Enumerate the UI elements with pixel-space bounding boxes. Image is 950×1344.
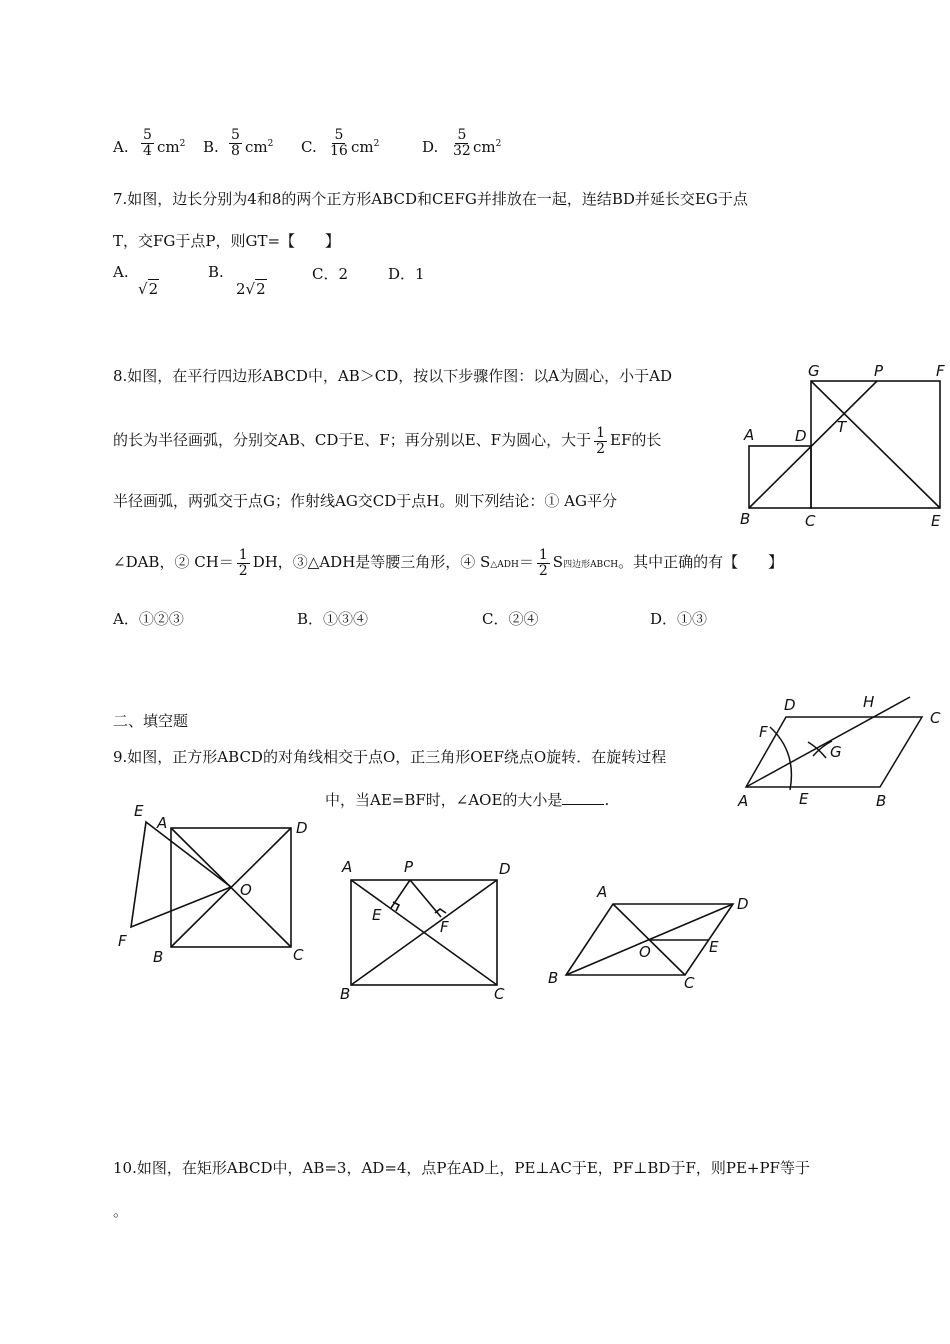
- q8-option-a: A．①②③: [113, 610, 184, 628]
- label-b5: B: [548, 969, 559, 987]
- q7-option-c: C．2: [312, 265, 349, 283]
- label-b3: B: [153, 948, 164, 966]
- q7-option-d: D．1: [388, 265, 425, 283]
- q6-option-d-fraction: $\frac{5}{32}$: [453, 127, 471, 159]
- q7-option-b: B.: [208, 263, 224, 281]
- label-t: T: [837, 418, 847, 436]
- q7-option-a: A.: [113, 263, 129, 281]
- label-e4: E: [372, 906, 382, 924]
- label-f4: F: [440, 918, 449, 936]
- label-d3: D: [296, 819, 308, 837]
- q8-option-c: C．②④: [482, 610, 539, 628]
- label-e: E: [931, 512, 941, 530]
- q9-line1: 9.如图，正方形ABCD的对角线相交于点O，正三角形OEF绕点O旋转．在旋转过程: [113, 748, 667, 766]
- q6-option-b: B.: [203, 138, 219, 156]
- label-e3: E: [134, 802, 144, 820]
- label-o3: O: [240, 881, 252, 899]
- label-h: H: [863, 693, 875, 711]
- label-c2: C: [930, 709, 941, 727]
- label-c: C: [805, 512, 816, 530]
- label-b2: B: [876, 792, 887, 810]
- q10-line1: 10.如图，在矩形ABCD中，AB=3，AD=4，点P在AD上，PE⊥AC于E，PF⊥BD于F，则PE+PF等于: [113, 1159, 810, 1177]
- label-g: G: [808, 362, 820, 380]
- label-d5: D: [737, 895, 749, 913]
- label-g2: G: [830, 743, 842, 761]
- label-b: B: [740, 510, 751, 528]
- q8-half-fraction-3: $\frac{1}{2}$: [538, 547, 548, 579]
- q6-option-c-fraction: $\frac{5}{16}$: [330, 127, 348, 159]
- q6-option-a-fraction: $\frac{5}{4}$: [143, 127, 152, 159]
- label-c4: C: [494, 985, 505, 1003]
- q8-half-fraction-1: $\frac{1}{2}$: [596, 425, 605, 457]
- label-e5: E: [709, 938, 719, 956]
- label-b4: B: [340, 985, 351, 1003]
- label-d: D: [795, 427, 807, 445]
- q9-line2: 中，当AE=BF时，∠AOE的大小是 .: [325, 791, 610, 809]
- q8-line2: 的长为半径画弧，分别交AB、CD于E、F；再分别以E、F为圆心，大于 $\frac{1}{2}$ EF的长: [113, 425, 662, 457]
- q8-option-d: D．①③: [650, 610, 708, 628]
- label-d2: D: [784, 696, 796, 714]
- q8-option-b: B．①③④: [297, 610, 369, 628]
- q8-line1: 8.如图，在平行四边形ABCD中，AB＞CD，按以下步骤作图：以A为圆心，小于AD: [113, 367, 673, 385]
- q8-line4: ∠DAB，② CH＝ $\frac{1}{2}$ DH，③△ADH是等腰三角形，④ S△ADH＝ $\frac{1}{2}$ S四边形ABCH。其中正确的有【 】: [113, 547, 784, 579]
- q7-line1: 7.如图，边长分别为4和8的两个正方形ABCD和CEFG并排放在一起，连结BD并延长交EG于点: [113, 190, 748, 208]
- q7-option-a-radical: √2: [138, 280, 159, 298]
- label-e2: E: [799, 790, 809, 808]
- section-title: 二、填空题: [113, 712, 189, 730]
- q7-line2: T，交FG于点P，则GT=【 】: [113, 232, 341, 250]
- label-f3: F: [118, 932, 127, 950]
- q10-line2: 。: [113, 1202, 129, 1220]
- q7-option-b-radical: 2√2: [236, 280, 266, 298]
- q8-line3: 半径画弧，两弧交于点G；作射线AG交CD于点H。则下列结论：① AG平分: [113, 492, 617, 510]
- label-a3: A: [157, 814, 168, 832]
- q6-option-d-unit: $cm^2$: [473, 138, 502, 156]
- label-a4: A: [342, 858, 353, 876]
- q6-option-d: D.: [422, 138, 439, 156]
- q6-option-c: C.: [301, 138, 317, 156]
- label-a: A: [744, 426, 755, 444]
- q6-option-a: A.: [113, 138, 129, 156]
- label-a5: A: [597, 883, 608, 901]
- label-a2: A: [738, 792, 749, 810]
- q6-option-b-fraction: $\frac{5}{8}$: [231, 127, 240, 159]
- label-f: F: [936, 362, 945, 380]
- label-p: P: [874, 362, 884, 380]
- label-o5: O: [639, 943, 651, 961]
- q6-option-a-unit: $cm^2$: [157, 138, 186, 156]
- label-d4: D: [499, 860, 511, 878]
- label-c3: C: [293, 946, 304, 964]
- q8-half-fraction-2: $\frac{1}{2}$: [238, 547, 248, 579]
- label-c5: C: [684, 974, 695, 992]
- q6-option-c-unit: $cm^2$: [351, 138, 380, 156]
- label-p4: P: [404, 858, 414, 876]
- q6-option-b-unit: $cm^2$: [245, 138, 274, 156]
- label-f2: F: [759, 723, 768, 741]
